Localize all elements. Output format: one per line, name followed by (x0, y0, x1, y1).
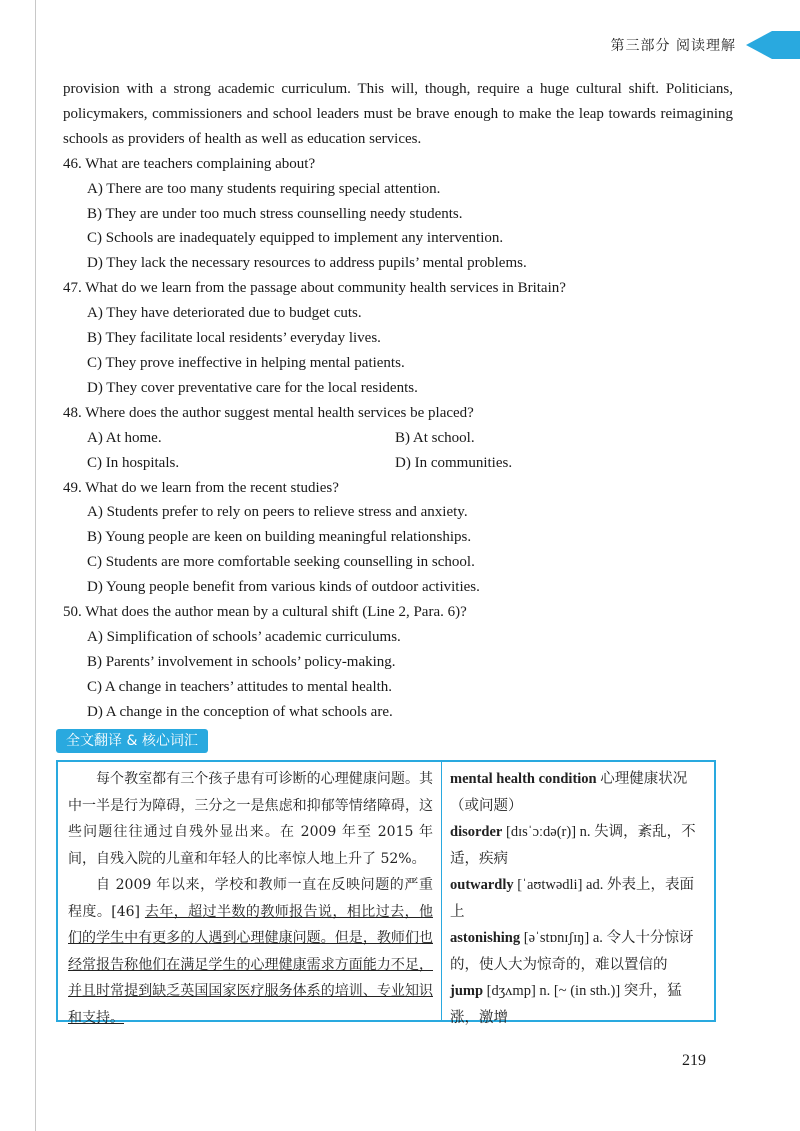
vocab-word: disorder (450, 824, 503, 840)
option-50-b: B) Parents’ involvement in schools’ policy-making. (87, 653, 396, 670)
option-49-a: A) Students prefer to rely on peers to relieve stress and anxiety. (87, 504, 468, 521)
header-bar-decoration (772, 31, 800, 59)
translation-column (58, 762, 442, 1026)
question-49: 49. What do we learn from the recent studies? (63, 479, 339, 496)
vocab-word: mental health condition (450, 771, 597, 787)
vocab-definition: [əˈstɒnɪʃɪŋ] a. 令人十分惊讶的，使人大为惊奇的，难以置信的 (450, 930, 694, 973)
translation-underlined-answer: 去年，超过半数的教师报告说，相比过去，他们的学生中有更多的人遇到心理健康问题。但是，教师们也经常报告称他们在满足学生的心理健康需求方面能力不足，并且时常提到缺乏英国国家医疗服务体系的培训、专业知识和支持。 (68, 903, 433, 1026)
vocab-definition: [dʒʌmp] n. [~ (in sth.)] 突升，猛涨，激增 (450, 983, 682, 1026)
option-row-48-ab (63, 426, 733, 451)
page-number: 219 (682, 1052, 706, 1069)
question-50: 50. What does the author mean by a cultural shift (Line 2, Para. 6)? (63, 604, 467, 621)
option-46-a: A) There are too many students requiring special attention. (87, 180, 441, 197)
question-48: 48. Where does the author suggest mental health services be placed? (63, 404, 474, 421)
option-47-b: B) They facilitate local residents’ everyday lives. (87, 330, 381, 347)
vocab-column (442, 762, 714, 1026)
question-46: 46. What are teachers complaining about? (63, 155, 316, 172)
vocab-definition: [ˈaʊtwədli] ad. 外表上，表面上 (450, 877, 694, 920)
translation-vocab-box (56, 760, 716, 1026)
option-49-c: C) Students are more comfortable seeking counselling in school. (87, 554, 475, 571)
question-47: 47. What do we learn from the passage about community health services in Britain? (63, 280, 566, 297)
section-header (611, 30, 800, 60)
option-49-d: D) Young people benefit from various kinds of outdoor activities. (87, 579, 480, 596)
vocab-entry (450, 978, 708, 1031)
option-46-d: D) They lack the necessary resources to address pupils’ mental problems. (87, 255, 527, 272)
vocab-word: jump (450, 983, 484, 999)
option-48-b: B) At school. (395, 429, 475, 446)
option-46-b: B) They are under too much stress counselling needy students. (87, 205, 463, 222)
option-47-d: D) They cover preventative care for the local residents. (87, 379, 418, 396)
option-50-c: C) A change in teachers’ attitudes to mental health. (87, 678, 393, 695)
option-48-a: A) At home. (87, 429, 162, 446)
translation-paragraph-2 (68, 872, 433, 1031)
option-row-48-cd (63, 451, 733, 476)
vocab-entry (450, 819, 708, 872)
option-48-c: C) In hospitals. (87, 454, 180, 471)
passage-continuation: provision with a strong academic curriculum. This will, though, require a huge cultural shift. Politicians, policymakers, commissioners and school leaders must be brave enough to make the leap towards reimagining schools as providers of health as well as education services. (63, 81, 733, 147)
translation-section-label: 全文翻译 & 核心词汇 (56, 729, 208, 753)
option-49-b: B) Young people are keen on building meaningful relationships. (87, 529, 472, 546)
vocab-entry (450, 925, 708, 978)
vocab-word: outwardly (450, 877, 514, 893)
option-50-a: A) Simplification of schools’ academic curriculums. (87, 628, 401, 645)
option-48-d: D) In communities. (395, 454, 513, 471)
option-46-c: C) Schools are inadequately equipped to implement any intervention. (87, 230, 504, 247)
translation-paragraph-1: 每个教室都有三个孩子患有可诊断的心理健康问题。其中一半是行为障碍，三分之一是焦虑和抑郁等情绪障碍，这些问题往往通过自残外显出来。在 2009 年至 2015 年间，自残入院的儿童和年轻人的比率惊人地上升了 52%。 (68, 771, 433, 867)
vocab-word: astonishing (450, 930, 521, 946)
option-47-a: A) They have deteriorated due to budget cuts. (87, 305, 362, 322)
vocab-entry (450, 766, 708, 819)
option-50-d: D) A change in the conception of what schools are. (87, 703, 393, 720)
section-title: 第三部分 阅读理解 (610, 38, 736, 54)
reading-questions (63, 77, 733, 725)
vocab-definition: [dɪsˈɔːdə(r)] n. 失调，紊乱，不适，疾病 (450, 824, 696, 867)
arrow-left-icon (746, 31, 772, 59)
vocab-entry (450, 872, 708, 925)
vocab-definition: 心理健康状况（或问题） (450, 771, 688, 814)
option-47-c: C) They prove ineffective in helping mental patients. (87, 354, 405, 371)
translation-paragraph-2-lead: 自 2009 年以来，学校和教师一直在反映问题的严重程度。[46] (68, 877, 433, 920)
page-gutter-line (35, 0, 36, 1131)
